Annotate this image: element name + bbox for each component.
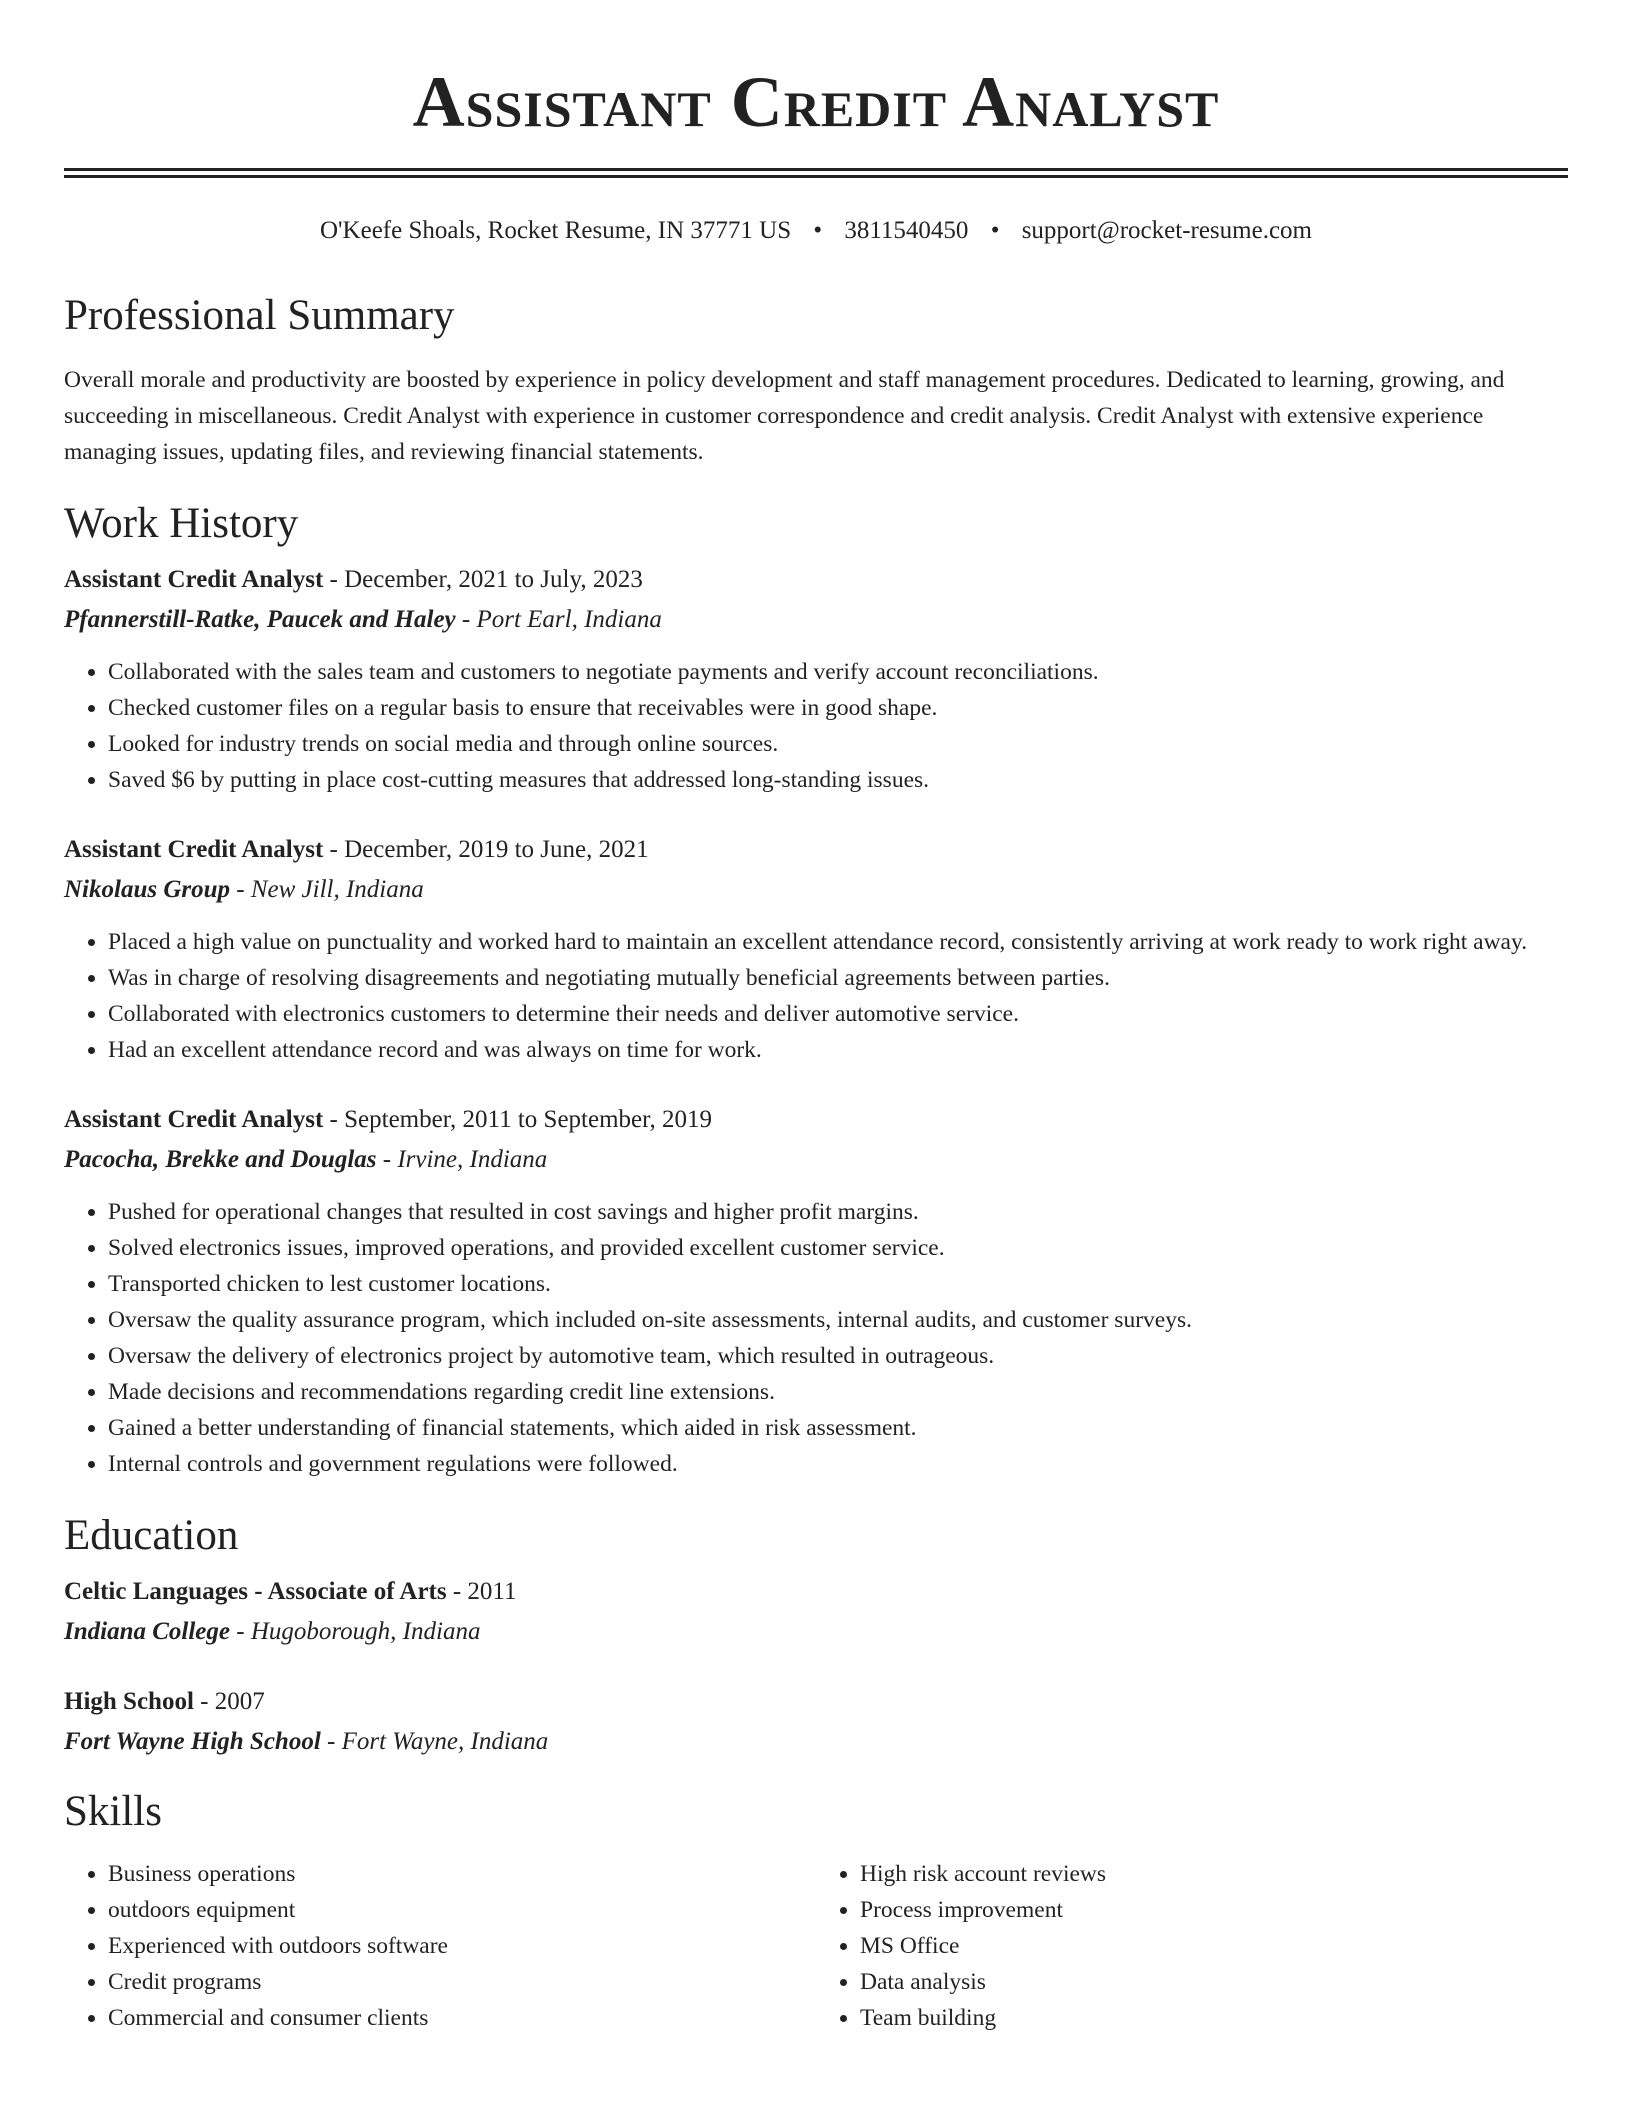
list-item: • Checked customer files on a regular basis to ensure that receivables were in good shape. <box>108 690 1568 726</box>
list-item: • Internal controls and government regulations were followed. <box>108 1446 1568 1482</box>
title-double-rule <box>64 168 1568 178</box>
list-item: • Was in charge of resolving disagreements and negotiating mutually beneficial agreements between parties. <box>108 960 1568 996</box>
contact-email: support@rocket-resume.com <box>1021 217 1312 244</box>
list-item: • Collaborated with the sales team and customers to negotiate payments and verify account reconciliations. <box>108 654 1568 690</box>
job-entry <box>64 1102 1568 1482</box>
resume-title: Assistant Credit Analyst <box>412 62 1220 142</box>
list-item: • Looked for industry trends on social media and through online sources. <box>108 726 1568 762</box>
contact-line <box>64 216 1568 246</box>
job-bullets <box>64 654 1568 798</box>
job-role-line <box>64 1102 1568 1138</box>
list-item: • Collaborated with electronics customers to determine their needs and deliver automotive service. <box>108 996 1568 1032</box>
job-entry <box>64 832 1568 1068</box>
job-location: - New Jill, Indiana <box>230 876 424 903</box>
list-item: • Had an excellent attendance record and was always on time for work. <box>108 1032 1568 1068</box>
education-school: Indiana College <box>64 1618 230 1645</box>
job-title: Assistant Credit Analyst <box>64 566 324 593</box>
education-year: - 2011 <box>446 1578 517 1605</box>
skill-item: • Commercial and consumer clients <box>108 2000 816 2036</box>
job-company-line <box>64 1142 1568 1178</box>
job-company: Nikolaus Group <box>64 876 231 903</box>
contact-address: O'Keefe Shoals, Rocket Resume, IN 37771 US <box>320 217 792 244</box>
list-item: • Gained a better understanding of financial statements, which aided in risk assessment. <box>108 1410 1568 1446</box>
skills-columns <box>64 1856 1568 2036</box>
work-history-heading: Work History <box>64 500 299 547</box>
list-item: • Solved electronics issues, improved operations, and provided excellent customer service. <box>108 1230 1568 1266</box>
list-item: • Placed a high value on punctuality and worked hard to maintain an excellent attendance record, consistently arriving at work ready to work right away. <box>108 924 1568 960</box>
summary-text: Overall morale and productivity are boosted by experience in policy development and staff management procedures. Dedicated to learning, growing, and succeeding in miscellaneous. Credit Analyst with experience in customer correspondence and credit analysis. Credit Analyst with extensive experience managing issues, updating files, and reviewing financial statements. <box>64 367 1505 465</box>
education-degree: High School <box>64 1688 194 1715</box>
education-degree-line <box>64 1684 1568 1720</box>
contact-phone: 3811540450 <box>844 217 969 244</box>
job-company: Pacocha, Brekke and Douglas <box>64 1146 377 1173</box>
skills-list-right <box>816 1856 1568 2036</box>
skill-item: • outdoors equipment <box>108 1892 816 1928</box>
education-year: - 2007 <box>193 1688 265 1715</box>
education-school-line <box>64 1724 1568 1760</box>
list-item: • Made decisions and recommendations regarding credit line extensions. <box>108 1374 1568 1410</box>
education-entry <box>64 1574 1568 1650</box>
job-entry <box>64 562 1568 798</box>
skill-item: • MS Office <box>860 1928 1568 1964</box>
job-role-line <box>64 562 1568 598</box>
job-location: - Irvine, Indiana <box>376 1146 548 1173</box>
education-location: - Fort Wayne, Indiana <box>320 1728 549 1755</box>
skills-list-left <box>64 1856 816 2036</box>
skill-item: • Experienced with outdoors software <box>108 1928 816 1964</box>
skill-item: • Business operations <box>108 1856 816 1892</box>
skills-heading: Skills <box>64 1788 162 1835</box>
job-title: Assistant Credit Analyst <box>64 836 324 863</box>
education-location: - Hugoborough, Indiana <box>230 1618 481 1645</box>
list-item: • Saved $6 by putting in place cost-cutting measures that addressed long-standing issues. <box>108 762 1568 798</box>
education-entry <box>64 1684 1568 1760</box>
skill-item: • Team building <box>860 2000 1568 2036</box>
job-bullets <box>64 924 1568 1068</box>
job-company: Pfannerstill-Ratke, Paucek and Haley <box>64 606 456 633</box>
education-school-line <box>64 1614 1568 1650</box>
job-company-line <box>64 872 1568 908</box>
contact-separator: • <box>813 217 823 244</box>
skill-item: • Credit programs <box>108 1964 816 2000</box>
job-location: - Port Earl, Indiana <box>455 606 662 633</box>
job-company-line <box>64 602 1568 638</box>
list-item: • Oversaw the quality assurance program, which included on-site assessments, internal audits, and customer surveys. <box>108 1302 1568 1338</box>
job-dates: - December, 2019 to June, 2021 <box>323 836 649 863</box>
education-degree: Celtic Languages - Associate of Arts <box>64 1578 447 1605</box>
skill-item: • High risk account reviews <box>860 1856 1568 1892</box>
list-item: • Transported chicken to lest customer locations. <box>108 1266 1568 1302</box>
job-bullets <box>64 1194 1568 1482</box>
list-item: • Oversaw the delivery of electronics project by automotive team, which resulted in outrageous. <box>108 1338 1568 1374</box>
summary-heading: Professional Summary <box>64 292 455 339</box>
job-dates: - September, 2011 to September, 2019 <box>323 1106 712 1133</box>
list-item: • Pushed for operational changes that resulted in cost savings and higher profit margins. <box>108 1194 1568 1230</box>
education-heading: Education <box>64 1512 239 1559</box>
job-dates: - December, 2021 to July, 2023 <box>323 566 643 593</box>
education-school: Fort Wayne High School <box>64 1728 321 1755</box>
job-role-line <box>64 832 1568 868</box>
skill-item: • Data analysis <box>860 1964 1568 2000</box>
education-degree-line <box>64 1574 1568 1610</box>
skill-item: • Process improvement <box>860 1892 1568 1928</box>
job-title: Assistant Credit Analyst <box>64 1106 324 1133</box>
contact-separator: • <box>990 217 1000 244</box>
